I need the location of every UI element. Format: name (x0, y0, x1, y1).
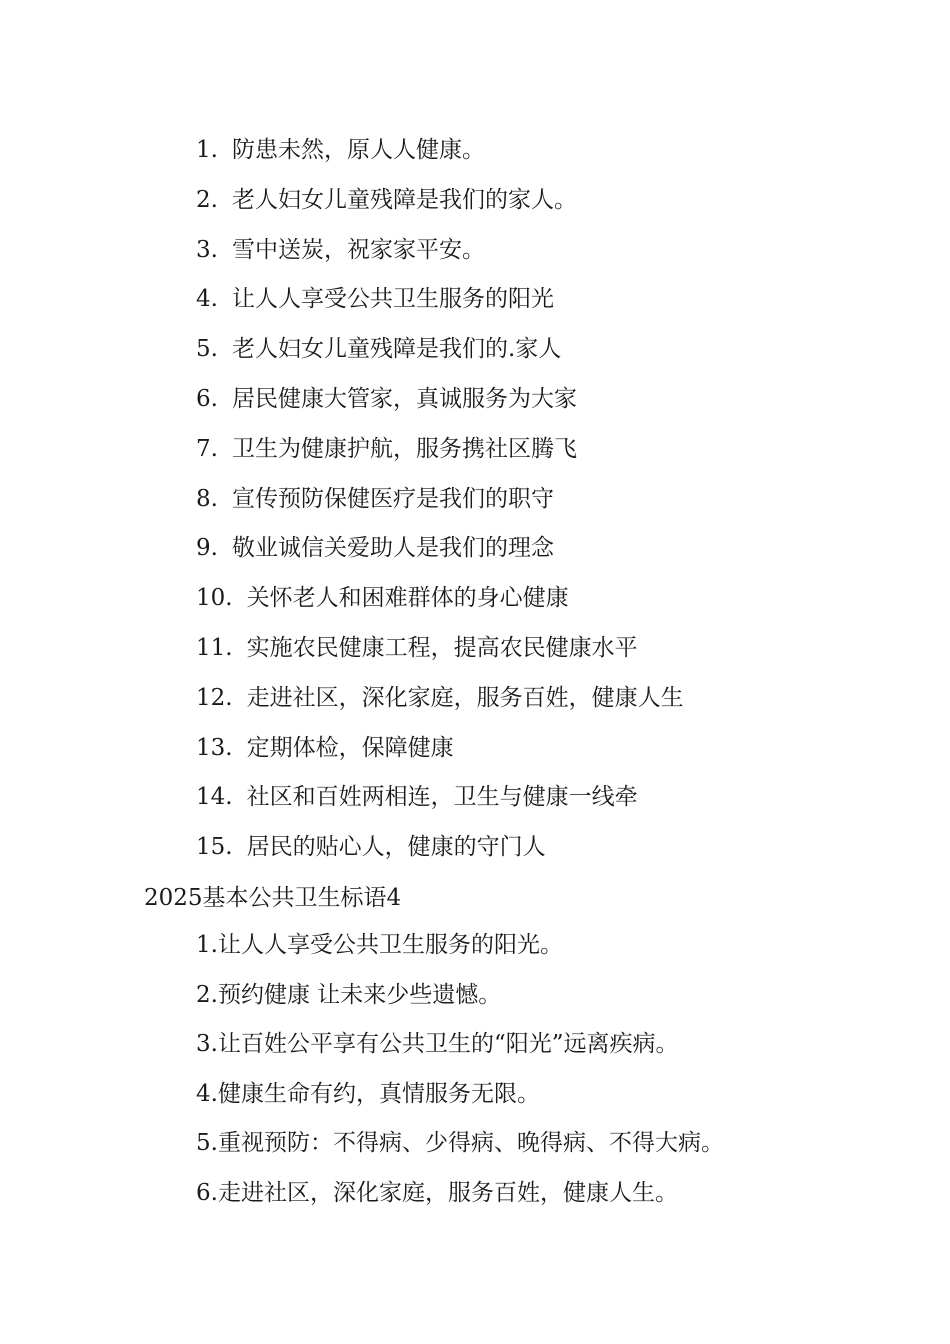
list-item-text: 老人妇女儿童残障是我们的家人。 (231, 186, 577, 213)
list-item: 5.重视预防：不得病、少得病、晚得病、不得大病。 (196, 1130, 724, 1157)
list-item-text: 雪中送炭，祝家家平安。 (231, 236, 485, 263)
list-item (196, 825, 684, 875)
list-item-text: 敬业诚信关爱助人是我们的理念 (231, 535, 554, 562)
list-item-text: 防患未然，原人人健康。 (231, 137, 485, 163)
list-item-text: 老人妇女儿童残障是我们的.家人 (231, 336, 562, 363)
list-item: 3.让百姓公平享有公共卫生的“阳光”远离疾病。 (196, 1031, 679, 1058)
list-item-text: 居民的贴心人，健康的守门人 (246, 834, 546, 861)
list-item-text: 宣传预防保健医疗是我们的职守 (231, 485, 554, 512)
list-item-number: 4. (196, 286, 218, 313)
list-item-number: 5. (196, 336, 218, 363)
list-item (196, 477, 684, 527)
list-item-text: 让人人享受公共卫生服务的阳光 (231, 286, 554, 313)
list-item (196, 576, 684, 626)
list-item (196, 726, 684, 776)
list-item-number: 15. (196, 834, 233, 861)
section-heading: 2025基本公共卫生标语4 (144, 885, 402, 911)
list-item (196, 178, 684, 228)
list-item-text: 卫生为健康护航，服务携社区腾飞 (231, 435, 577, 462)
list-item (196, 676, 684, 726)
list-item: 4.健康生命有约，真情服务无限。 (196, 1080, 540, 1107)
list-item-text: 居民健康大管家，真诚服务为大家 (231, 385, 577, 412)
list-item-number: 13. (196, 734, 233, 761)
slogan-list-section-4 (196, 923, 724, 1221)
list-item-text: 关怀老人和困难群体的身心健康 (246, 585, 569, 612)
list-item-number: 10. (196, 585, 233, 612)
list-item-number: 7. (196, 435, 218, 462)
list-item-number: 14. (196, 784, 233, 811)
list-item: 2.预约健康 让未来少些遗憾。 (196, 981, 502, 1008)
list-item-number: 2. (196, 186, 218, 213)
list-item-number: 8. (196, 485, 218, 512)
list-item (196, 377, 684, 427)
list-item (196, 228, 684, 278)
list-item (196, 526, 684, 576)
list-item: 6.走进社区，深化家庭，服务百姓，健康人生。 (196, 1179, 678, 1206)
list-item (196, 128, 684, 178)
list-item (196, 327, 684, 377)
list-item-text: 实施农民健康工程，提高农民健康水平 (246, 634, 638, 661)
list-item-text: 走进社区，深化家庭，服务百姓，健康人生 (246, 684, 684, 711)
list-item-number: 12. (196, 684, 233, 711)
list-item-text: 定期体检，保障健康 (246, 734, 454, 761)
list-item-number: 6. (196, 385, 218, 412)
list-item (196, 626, 684, 676)
list-item-number: 9. (196, 535, 218, 562)
list-item (196, 277, 684, 327)
slogan-list-numbered (196, 128, 684, 875)
list-item (196, 775, 684, 825)
list-item-text: 社区和百姓两相连，卫生与健康一线牵 (246, 784, 638, 811)
list-item-number: 3. (196, 236, 218, 263)
list-item-number: 11. (196, 634, 233, 661)
list-item-number: 1. (196, 137, 218, 163)
list-item (196, 427, 684, 477)
list-item: 1.让人人享受公共卫生服务的阳光。 (196, 932, 563, 958)
